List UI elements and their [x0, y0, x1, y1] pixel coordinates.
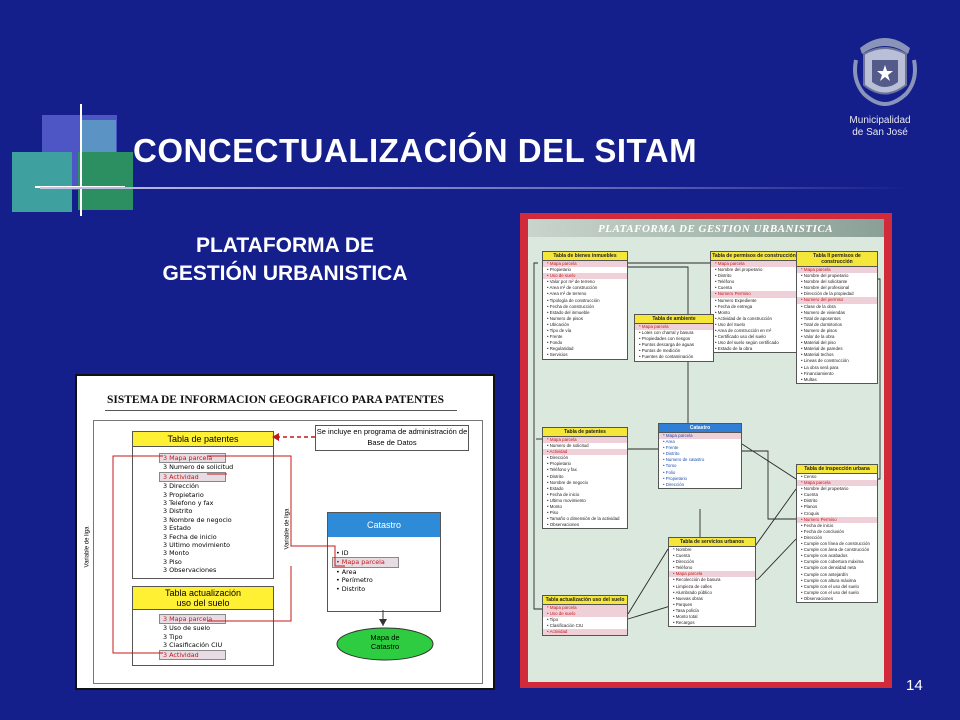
plataforma-table-row: • Fecha de inicio: [547, 491, 580, 497]
plataforma-diagram: [520, 213, 892, 688]
plataforma-table-row: • Fuentes de contaminación: [639, 354, 694, 360]
plataforma-table-row: • Area m² de construcción: [547, 285, 598, 291]
mapa-label-line-2: Catastro: [370, 642, 400, 651]
plataforma-table-row: • Monto: [715, 309, 730, 315]
plataforma-table-row: • Fecha de inicio: [801, 522, 834, 528]
plataforma-table-row: • Puntos de medición: [639, 348, 681, 354]
tabla-actualizacion-header-line-2: uso del suelo: [176, 598, 230, 608]
plataforma-table-row: * Nombre: [673, 547, 692, 552]
plataforma-table-row: • Distrito: [715, 273, 732, 279]
plataforma-table-row: • Nombre del propietario: [801, 486, 849, 492]
plataforma-table-row: • Area m² de terreno: [547, 291, 587, 297]
plataforma-table-row: • Financiamiento: [801, 370, 834, 376]
plataforma-table-row: • Valor por m² de terreno: [547, 279, 595, 285]
plataforma-table-row: • Recargos: [673, 620, 695, 626]
field-row: 3 Mapa parcela: [159, 614, 226, 624]
plataforma-table-row: • Actividad: [543, 629, 627, 635]
plataforma-table-row: • Lineas de construcción: [801, 358, 849, 364]
plataforma-table: [542, 595, 628, 636]
plataforma-table-row: • Numero de catastro: [663, 457, 705, 463]
plataforma-table-row: • Numero Permiso: [711, 291, 797, 297]
plataforma-table-header: Tabla de servicios urbanos: [669, 538, 755, 547]
municipality-name: [830, 115, 930, 139]
plataforma-canvas: [528, 219, 884, 682]
plataforma-table-row: • Teléfono y fax: [547, 467, 577, 473]
plataforma-table-row: • Uso del Suelo: [715, 321, 746, 327]
plataforma-table-row: • Tipología de construcción: [547, 297, 600, 303]
variable-liga-mid: Variable de liga: [284, 508, 291, 550]
plataforma-table-row: • Cumple con antejardín: [801, 571, 848, 577]
plataforma-table-row: • Area: [663, 439, 675, 445]
plataforma-table: [796, 464, 878, 603]
plataforma-table-row: * Mapa parcela: [797, 267, 877, 273]
plataforma-table-row: • Alumbrado público: [673, 589, 712, 595]
plataforma-table-row: • Monto total: [673, 614, 698, 620]
catastro-header: Catastro: [328, 513, 440, 537]
field-row: 3 Ultimo movimiento: [163, 541, 231, 550]
field-row: 3 Clasificación CIU: [163, 641, 223, 650]
plataforma-table-row: * Mapa parcela: [659, 433, 741, 439]
plataforma-table-row: • Dirección: [801, 534, 823, 540]
plataforma-table-row: • Multas: [801, 376, 817, 382]
plataforma-table-row: * Mapa parcela: [543, 437, 627, 443]
plataforma-table-row: • Distrito: [663, 451, 680, 457]
plataforma-table-row: • Cumple con densidad neta: [801, 565, 856, 571]
plataforma-table-row: • La obra será para: [801, 364, 839, 370]
plataforma-table-row: • Material techos: [801, 352, 834, 358]
plataforma-table-row: • Estado: [547, 485, 564, 491]
plataforma-table-row: • Numero de viviendas: [801, 309, 846, 315]
plataforma-table-header: Tabla II permisos de construcción: [797, 252, 877, 267]
field-row: 3 Fecha de inicio: [163, 532, 217, 541]
plataforma-table-row: • Estado del inmueble: [547, 309, 590, 315]
plataforma-table-row: • Recolección de basura: [673, 577, 721, 583]
plataforma-table-row: * Mapa parcela: [543, 261, 627, 267]
plataforma-table-row: • Dirección de la propiedad: [801, 291, 854, 297]
plataforma-table-row: • Cumple con el uso del suelo: [801, 589, 859, 595]
plataforma-table-row: • Frente: [663, 445, 679, 451]
subtitle-line-2: GESTIÓN URBANISTICA: [162, 262, 408, 285]
plataforma-table-row: • Numero de solicitud: [547, 443, 589, 449]
plataforma-table-row: • Regularidad: [547, 346, 574, 352]
plataforma-table-row: * Mapa parcela: [797, 480, 877, 486]
tabla-patentes-header: Tabla de patentes: [133, 432, 273, 447]
plataforma-table-row: • Dirección: [547, 455, 569, 461]
municipality-line-2: de San José: [852, 127, 908, 138]
plataforma-table-row: • Total de aposentos: [801, 315, 841, 321]
plataforma-table-row: • Valor de la obra: [801, 334, 835, 340]
plataforma-table-row: • Material de paredes: [801, 346, 843, 352]
plataforma-table-row: • Cuenta: [801, 492, 818, 498]
plataforma-table-row: • Cumple con línea de construcción: [801, 541, 870, 547]
plataforma-title: PLATAFORMA DE GESTION URBANISTICA: [598, 223, 834, 235]
plataforma-table-row: • Cumple con altura máxima: [801, 577, 856, 583]
plataforma-table-row: • Clasificación CIU: [547, 623, 584, 629]
title-separator: [40, 187, 910, 189]
gis-diagram-title: SISTEMA DE INFORMACION GEOGRAFICO PARA PATENTES: [107, 394, 445, 406]
field-row: • ID: [336, 549, 349, 557]
plataforma-table-row: * Mapa parcela: [543, 605, 627, 611]
plataforma-table-row: • Propietario: [547, 461, 571, 467]
plataforma-table-row: * Mapa parcela: [711, 261, 797, 267]
field-row: 3 Mapa parcela: [159, 453, 226, 463]
plataforma-table-row: • Cumple con el uso del suelo: [801, 583, 859, 589]
plataforma-table-header: Tabla actualización uso del suelo: [543, 596, 627, 605]
field-row: 3 Uso de suelo: [163, 624, 211, 633]
plataforma-table: [542, 427, 628, 529]
plataforma-table-row: • Puntos descarga de aguas: [639, 342, 694, 348]
field-row: 3 Piso: [163, 557, 182, 566]
plataforma-table-row: • Dirección: [673, 559, 695, 565]
slide-title: CONCECTUALIZACIÓN DEL SITAM: [133, 132, 698, 169]
plataforma-table-row: • Propietario: [663, 475, 687, 481]
subtitle-line-1: PLATAFORMA DE: [195, 234, 375, 257]
plataforma-table-row: • Tomo: [663, 463, 677, 469]
plataforma-table-row: • Servicios: [547, 352, 568, 358]
plataforma-table-header: Tabla de ambiente: [635, 315, 713, 324]
gis-patentes-diagram: [75, 374, 495, 690]
plataforma-table-header: Tabla de permisos de construcción: [712, 253, 796, 259]
plataforma-table-row: • Clase de la obra: [801, 303, 836, 309]
plataforma-table-row: • Parques: [673, 601, 693, 607]
plataforma-table-row: • Fecha de conclusión: [801, 528, 845, 534]
plataforma-table: [668, 537, 756, 627]
plataforma-table-row: • Fecha de entrega: [715, 303, 753, 309]
field-row: 3 Observaciones: [163, 566, 217, 575]
plataforma-table-row: • Teléfono: [715, 279, 735, 285]
plataforma-table: [658, 423, 742, 489]
plataforma-table-row: • Numero Expediente: [715, 297, 757, 303]
plataforma-table-row: • Nombre del profesional: [801, 285, 850, 291]
field-row: • Perímetro: [336, 576, 373, 585]
plataforma-table-row: • Total de dormitorios: [801, 321, 842, 327]
plataforma-table-row: • Dirección: [663, 481, 685, 487]
field-row: 3 Numero de solicitud: [163, 463, 234, 472]
plataforma-table-row: • Cuenta: [673, 553, 690, 559]
plataforma-table-row: • Observaciones: [801, 595, 834, 601]
variable-liga-left: Variable de liga: [84, 526, 91, 568]
plataforma-table-row: • Lotes con charral y basura: [639, 330, 694, 336]
field-row: • Mapa parcela: [332, 557, 399, 567]
connector-line: [628, 549, 668, 614]
plataforma-table-row: • Cumple con área de construcción: [801, 547, 870, 553]
plataforma-table-row: • Observaciones: [547, 522, 580, 528]
page-number: 14: [906, 677, 923, 694]
field-row: 3 Monto: [163, 549, 189, 558]
field-row: 3 Distrito: [163, 507, 193, 516]
plataforma-table-row: • Croquis: [801, 510, 819, 516]
plataforma-table-row: • Nombre del propietario: [801, 273, 849, 279]
plataforma-table-row: • Nombre del solicitante: [801, 279, 848, 285]
plataforma-table-row: • Fondo: [547, 340, 563, 346]
note-text: Se incluye en programa de administración de Base de Datos: [316, 427, 468, 447]
connector-line: [534, 263, 542, 609]
plataforma-table-row: • Tasa policía: [673, 607, 699, 613]
plataforma-table: [634, 314, 714, 362]
plataforma-table-row: • Limpieza de calles: [673, 583, 712, 589]
plataforma-table-row: • Estado de la obra: [715, 346, 753, 352]
field-row: 3 Tipo: [163, 632, 183, 641]
plataforma-table-row: • Piso: [547, 510, 559, 516]
plataforma-table-row: * Mapa parcela: [635, 324, 713, 330]
plataforma-table-row: • Uso de suelo: [543, 611, 627, 617]
field-row: • Distrito: [336, 584, 366, 593]
plataforma-table-row: • Material del piso: [801, 340, 836, 346]
plataforma-table-row: • Mapa parcela: [669, 571, 755, 577]
plataforma-table-row: • Censo: [801, 474, 817, 479]
plataforma-table-row: • Actividad: [543, 449, 627, 455]
plataforma-table-row: • Distrito: [801, 498, 818, 504]
plataforma-table: [710, 251, 798, 353]
plataforma-table-row: • Cumple con cobertura máxima: [801, 559, 864, 565]
plataforma-table-row: • Tipo de vía: [547, 328, 572, 334]
plataforma-table-header: Tabla de inspección urbana: [797, 465, 877, 474]
plataforma-table-header: Catastro: [659, 424, 741, 433]
plataforma-table-row: • Teléfono: [673, 565, 693, 571]
plataforma-table-row: • Area de construcción en m²: [715, 328, 772, 334]
plataforma-table: [542, 251, 628, 360]
tabla-actualizacion-header-line-1: Tabla actualización: [164, 588, 242, 598]
plataforma-table-row: • Uso del suelo según certificado: [715, 340, 779, 346]
plataforma-table-row: • Cuenta: [715, 285, 732, 291]
deco-square-teal: [12, 152, 72, 212]
connector-line: [878, 279, 880, 479]
plataforma-table-row: • Certificado uso del suelo: [715, 334, 766, 340]
plataforma-table-header: Tabla de patentes: [543, 428, 627, 437]
field-row: 3 Telefono y fax: [163, 499, 214, 508]
plataforma-table-row: • Ubicación: [547, 321, 570, 327]
deco-square-cyan: [80, 120, 116, 152]
deco-square-green: [78, 152, 133, 210]
plataforma-table-row: • Nombre de negocio: [547, 479, 589, 485]
plataforma-table-row: • Planos: [801, 504, 818, 510]
municipality-line-1: Municipalidad: [849, 115, 911, 126]
plataforma-table-row: • Distrito: [547, 473, 564, 479]
plataforma-table-row: • Actividad de la construcción: [715, 315, 772, 321]
mapa-label-line-1: Mapa de: [370, 633, 400, 642]
plataforma-table-header: Tabla de bienes inmuebles: [543, 252, 627, 261]
plataforma-table-row: • Frente: [547, 334, 563, 340]
deco-vertical-line: [80, 104, 82, 216]
plataforma-table-row: • Nombre del propietario: [715, 267, 763, 273]
field-row: • Area: [336, 567, 357, 576]
field-row: 3 Actividad: [159, 650, 226, 660]
municipality-logo: [850, 30, 920, 110]
field-row: 3 Estado: [163, 524, 191, 533]
plataforma-table-row: • Monto: [547, 504, 562, 510]
field-row: 3 Dirección: [163, 482, 199, 491]
connector-line: [742, 444, 796, 479]
field-row: 3 Nombre de negocio: [163, 515, 232, 524]
plataforma-table-row: • Numero de pisos: [801, 327, 837, 333]
plataforma-table-row: • Numero Permiso: [797, 517, 877, 523]
slide-subtitle: [120, 232, 450, 288]
plataforma-table-row: • Tamaño o dimensión de la actividad: [547, 516, 620, 522]
plataforma-table-row: • Tipo: [547, 617, 559, 623]
plataforma-table-row: • Ultimo movimiento: [547, 497, 586, 503]
plataforma-table-row: • Propietario: [547, 267, 571, 273]
plataforma-table: [796, 251, 878, 384]
plataforma-table-row: • Numero del permiso: [797, 297, 877, 303]
field-row: 3 Propietario: [163, 490, 204, 499]
plataforma-table-row: • Cumple con acabados: [801, 553, 848, 559]
plataforma-table-row: • Numero de pisos: [547, 315, 583, 321]
plataforma-table-row: • Nuevas obras: [673, 595, 703, 601]
plataforma-table-row: • Folio: [663, 469, 676, 475]
field-row: 3 Actividad: [159, 472, 226, 482]
plataforma-table-row: • Uso de suelo: [543, 273, 627, 279]
plataforma-table-row: • Propiedades con riesgos: [639, 336, 691, 342]
plataforma-table-row: • Fecha de construcción: [547, 303, 594, 309]
